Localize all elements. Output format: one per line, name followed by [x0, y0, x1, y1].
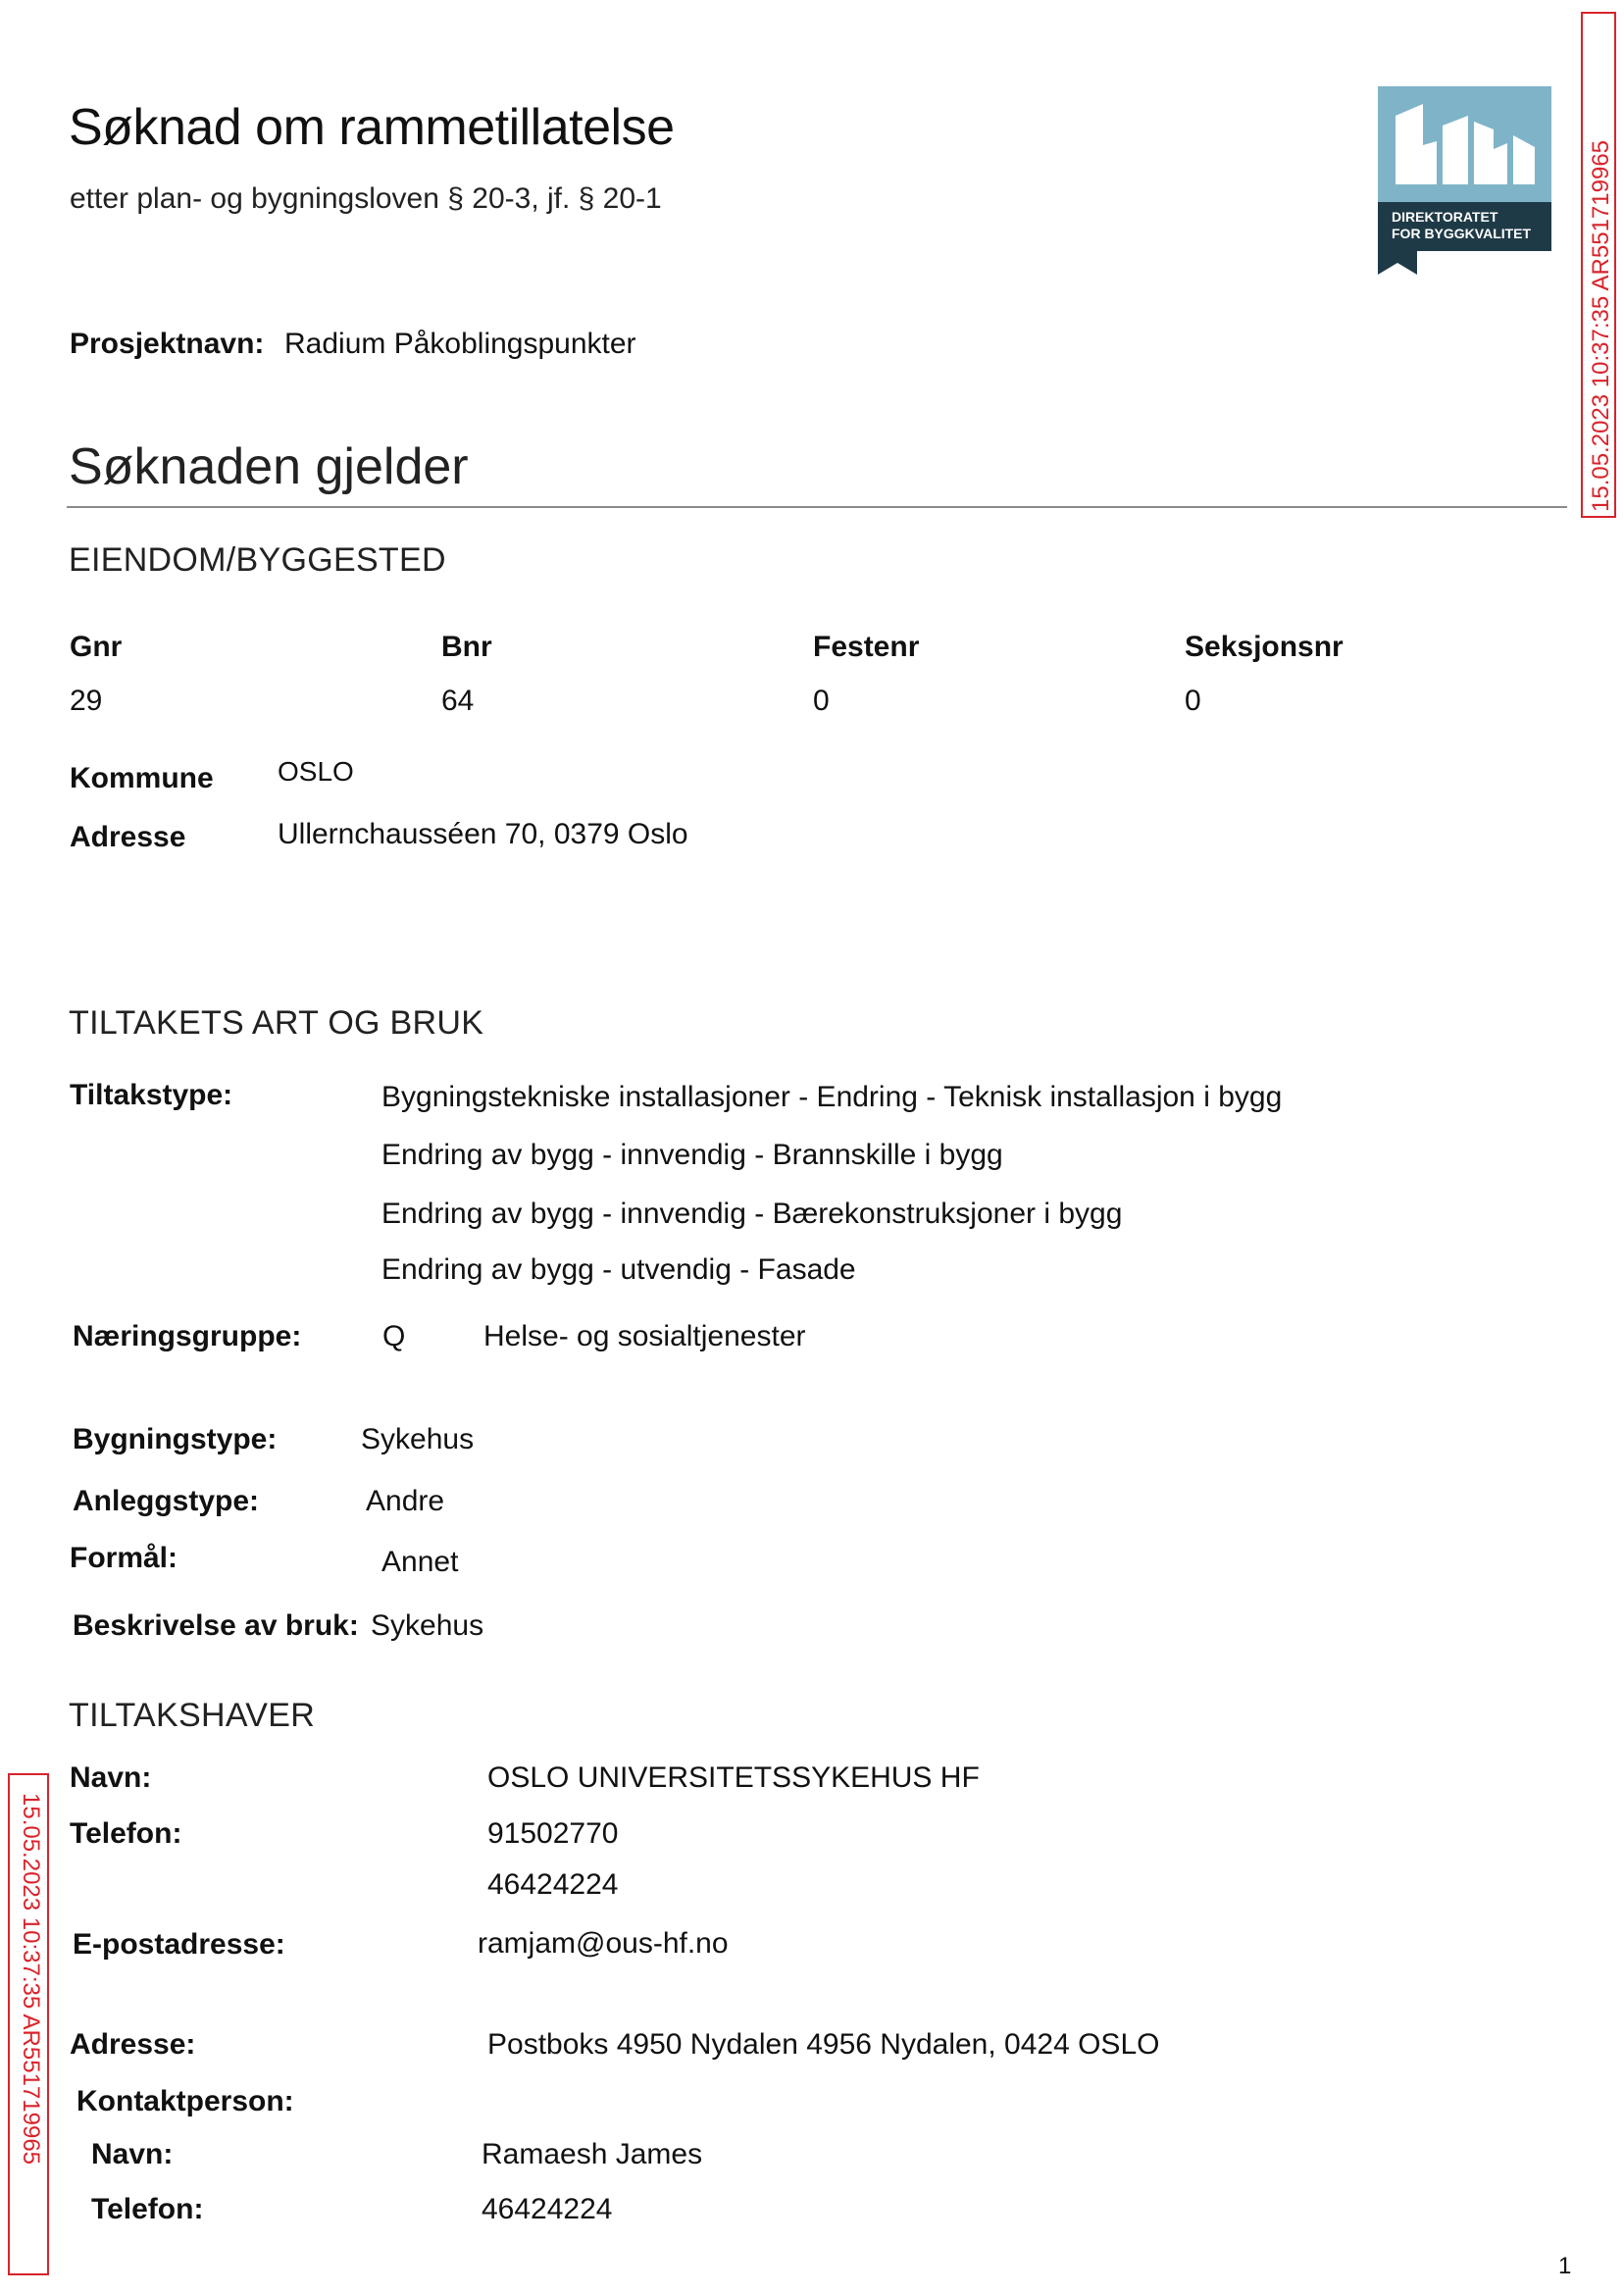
festenr-label: Festenr — [813, 631, 920, 663]
tiltakstype-item: Endring av bygg - utvendig - Fasade — [381, 1253, 856, 1286]
logo-line2: FOR BYGGKVALITET — [1392, 226, 1532, 241]
logo-line1: DIREKTORATET — [1392, 209, 1498, 225]
property-heading: EIENDOM/BYGGESTED — [69, 541, 446, 579]
tiltakshaver-heading: TILTAKSHAVER — [69, 1697, 316, 1734]
tiltakshaver-navn-label: Navn: — [70, 1761, 152, 1794]
dibk-logo — [1378, 86, 1551, 275]
page-number: 1 — [1558, 2253, 1572, 2279]
section-divider — [67, 506, 1567, 508]
dibk-logo-icon — [1378, 86, 1551, 275]
anleggstype-value: Andre — [366, 1485, 445, 1517]
tiltakshaver-navn-value: OSLO UNIVERSITETSSYKEHUS HF — [487, 1761, 980, 1794]
tiltakshaver-telefon-value: 46424224 — [487, 1868, 619, 1901]
stamp-bottom-left — [8, 1773, 49, 2275]
tiltakshaver-telefon-value: 91502770 — [487, 1817, 619, 1850]
kommune-value: OSLO — [278, 756, 354, 787]
tiltakshaver-epost-label: E-postadresse: — [73, 1928, 285, 1961]
kommune-label: Kommune — [70, 762, 214, 794]
formaal-value: Annet — [381, 1546, 459, 1578]
bygningstype-value: Sykehus — [361, 1423, 475, 1455]
tiltakshaver-epost-value: ramjam@ous-hf.no — [478, 1927, 729, 1960]
tiltakshaver-adresse-value: Postboks 4950 Nydalen 4956 Nydalen, 0424 OSLO — [487, 2028, 1160, 2061]
festenr-value: 0 — [813, 685, 830, 717]
tiltak-heading: TILTAKETS ART OG BRUK — [69, 1004, 484, 1042]
tiltakshaver-telefon-label: Telefon: — [70, 1817, 182, 1850]
tiltakstype-item: Endring av bygg - innvendig - Brannskille i bygg — [381, 1139, 1003, 1171]
gnr-value: 29 — [70, 685, 103, 717]
naeringsgruppe-label: Næringsgruppe: — [73, 1320, 302, 1352]
seksjonsnr-label: Seksjonsnr — [1185, 631, 1344, 663]
stamp-top-right — [1581, 12, 1616, 518]
tiltakstype-label: Tiltakstype: — [70, 1079, 233, 1111]
adresse-value: Ullernchausséen 70, 0379 Oslo — [278, 818, 688, 850]
kontaktperson-telefon-value: 46424224 — [482, 2193, 613, 2225]
section-title: Søknaden gjelder — [69, 438, 469, 495]
seksjonsnr-value: 0 — [1185, 685, 1201, 717]
bnr-label: Bnr — [441, 631, 492, 663]
project-value: Radium Påkoblingspunkter — [284, 328, 636, 360]
bygningstype-label: Bygningstype: — [73, 1423, 278, 1455]
adresse-label: Adresse — [70, 821, 186, 853]
document-title: Søknad om rammetillatelse — [69, 99, 675, 156]
naeringsgruppe-value: Helse- og sosialtjenester — [483, 1320, 806, 1352]
project-label: Prosjektnavn: — [70, 328, 265, 360]
kontaktperson-navn-label: Navn: — [91, 2138, 174, 2170]
stamp-bottom-left-text: 15.05.2023 10:37:35 AR551719965 — [18, 1793, 44, 2166]
gnr-label: Gnr — [70, 631, 123, 663]
stamp-top-right-text: 15.05.2023 10:37:35 AR551719965 — [1588, 139, 1614, 512]
tiltakshaver-adresse-label: Adresse: — [70, 2028, 196, 2061]
anleggstype-label: Anleggstype: — [73, 1485, 260, 1517]
beskrivelse-label: Beskrivelse av bruk: — [73, 1609, 359, 1642]
beskrivelse-value: Sykehus — [371, 1609, 484, 1642]
kontaktperson-label: Kontaktperson: — [76, 2085, 294, 2117]
formaal-label: Formål: — [70, 1542, 178, 1574]
naeringsgruppe-code: Q — [382, 1320, 406, 1352]
tiltakstype-item: Endring av bygg - innvendig - Bærekonstruksjoner i bygg — [381, 1198, 1123, 1230]
kontaktperson-telefon-label: Telefon: — [91, 2193, 204, 2225]
document-subtitle: etter plan- og bygningsloven § 20-3, jf. § 20-1 — [70, 182, 662, 215]
kontaktperson-navn-value: Ramaesh James — [482, 2138, 703, 2170]
tiltakstype-item: Bygningstekniske installasjoner - Endring - Teknisk installasjon i bygg — [381, 1081, 1283, 1113]
bnr-value: 64 — [441, 685, 475, 717]
